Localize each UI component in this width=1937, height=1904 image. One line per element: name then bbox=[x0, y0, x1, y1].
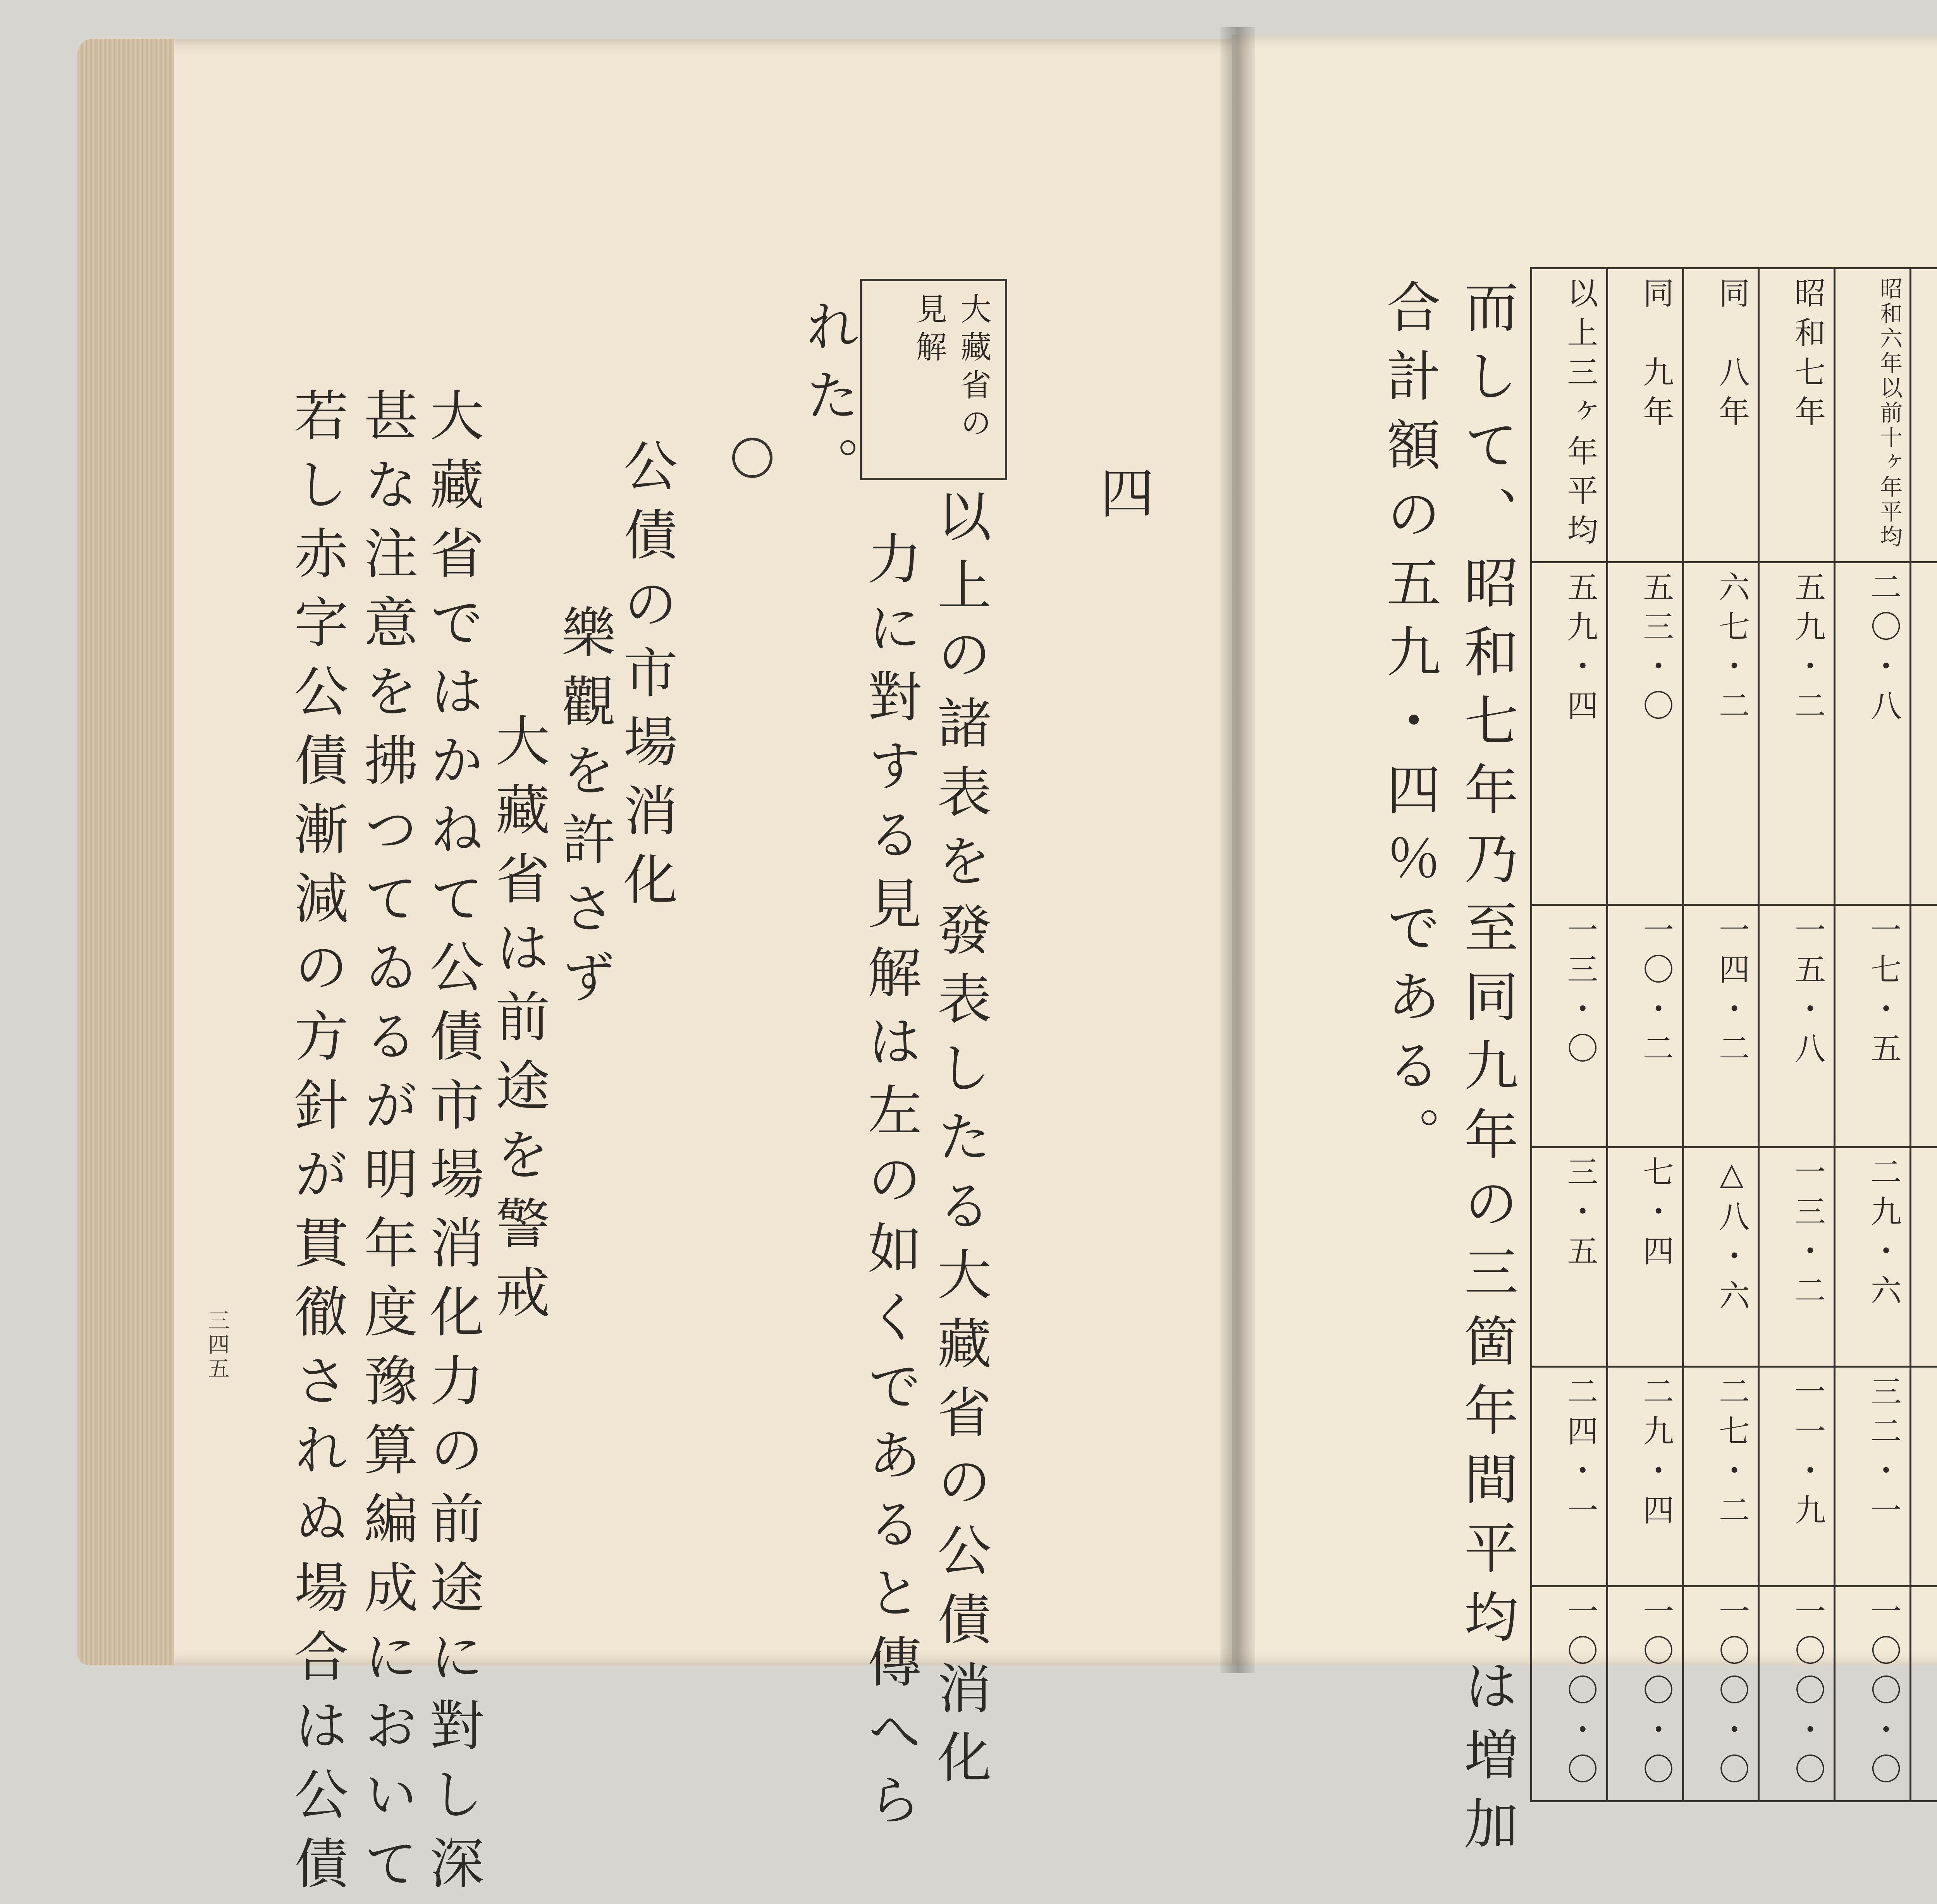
left-page-number: 三四五 bbox=[201, 1309, 232, 1381]
table-cell: 一〇〇・〇 bbox=[1607, 1586, 1683, 1801]
table-cell: 一〇〇・〇 bbox=[1683, 1586, 1759, 1801]
table-cell: 一〇〇・〇 bbox=[1835, 1586, 1911, 1801]
table-cell: 三・五 bbox=[1531, 1147, 1607, 1367]
text-line-5: 甚な注意を拂つてゐるが明年度豫算編成において bbox=[356, 387, 416, 1904]
row-label: 昭和七年 bbox=[1759, 268, 1835, 562]
table-cell: 一三・〇 bbox=[1531, 905, 1607, 1147]
text-line-1: 以上の諸表を發表したる大藏省の公債消化 bbox=[930, 488, 989, 1798]
table-cell: 一〇〇・〇 bbox=[1759, 1586, 1835, 1801]
column-header bbox=[1911, 1147, 1937, 1367]
column-header bbox=[1911, 562, 1937, 905]
text-line-4: 大藏省ではかねて公債市場消化力の前途に對し深 bbox=[422, 387, 482, 1904]
row-label: 昭和六年以前十ヶ年平均 bbox=[1835, 268, 1911, 562]
bullet-circle bbox=[732, 438, 772, 478]
section-heading: 大藏省の見解 bbox=[911, 293, 991, 445]
table-row bbox=[1531, 1367, 1937, 1586]
left-page-edge bbox=[77, 39, 174, 1665]
column-header bbox=[1911, 1367, 1937, 1586]
right-text-line-1: 而して、昭和七年乃至同九年の三箇年間平均は増加 bbox=[1457, 279, 1516, 1864]
book-gutter bbox=[1220, 27, 1255, 1673]
table-cell: 二四・一 bbox=[1531, 1367, 1607, 1586]
table-cell: 二〇・八 bbox=[1835, 562, 1911, 905]
table-cell: 二七・二 bbox=[1683, 1367, 1759, 1586]
section-number: 四 bbox=[1092, 465, 1152, 534]
table-row bbox=[1531, 1147, 1937, 1367]
column-header bbox=[1911, 905, 1937, 1147]
row-label: 以上三ヶ年平均 bbox=[1531, 268, 1607, 562]
row-label: 同 九年 bbox=[1607, 268, 1683, 562]
table-cell: 一四・二 bbox=[1683, 905, 1759, 1147]
table-cell: 二九・四 bbox=[1607, 1367, 1683, 1586]
table-cell: 一五・八 bbox=[1759, 905, 1835, 1147]
headline-3: 大藏省は前途を警戒 bbox=[488, 713, 548, 1333]
right-text-line-2: 合計額の五九・四％である。 bbox=[1379, 279, 1439, 1175]
table-cell: 一三・二 bbox=[1759, 1147, 1835, 1367]
table-cell: 二九・六 bbox=[1835, 1147, 1911, 1367]
text-line-3: れた。 bbox=[798, 298, 858, 505]
text-line-2: 力に對する見解は左の如くであると傳へら bbox=[860, 531, 920, 1840]
column-header bbox=[1911, 1586, 1937, 1801]
section-heading-box bbox=[860, 279, 1007, 480]
data-table bbox=[1530, 267, 1937, 1802]
table-cell: 七・四 bbox=[1607, 1147, 1683, 1367]
table-cell: 一〇・二 bbox=[1607, 905, 1683, 1147]
table-cell: △八・六 bbox=[1683, 1147, 1759, 1367]
table-row bbox=[1531, 905, 1937, 1147]
table-cell: 五九・四 bbox=[1531, 562, 1607, 905]
table-cell: 五三・〇 bbox=[1607, 562, 1683, 905]
table-cell: 六七・二 bbox=[1683, 562, 1759, 905]
row-label: 同 八年 bbox=[1683, 268, 1759, 562]
column-header bbox=[1911, 268, 1937, 562]
text-line-6: 若し赤字公債漸減の方針が貫徹されぬ場合は公債 bbox=[287, 387, 346, 1904]
table-cell: 五九・二 bbox=[1759, 562, 1835, 905]
table-cell: 一一・九 bbox=[1759, 1367, 1835, 1586]
table-row bbox=[1531, 1586, 1937, 1801]
headline-1: 公債の市場消化 bbox=[616, 438, 676, 920]
table-cell: 三二・一 bbox=[1835, 1367, 1911, 1586]
table-cell: 一〇〇・〇 bbox=[1531, 1586, 1607, 1801]
table-cell: 一七・五 bbox=[1835, 905, 1911, 1147]
table-row bbox=[1531, 268, 1937, 562]
headline-2: 樂觀を許さず bbox=[554, 604, 614, 1018]
table-row bbox=[1531, 562, 1937, 905]
